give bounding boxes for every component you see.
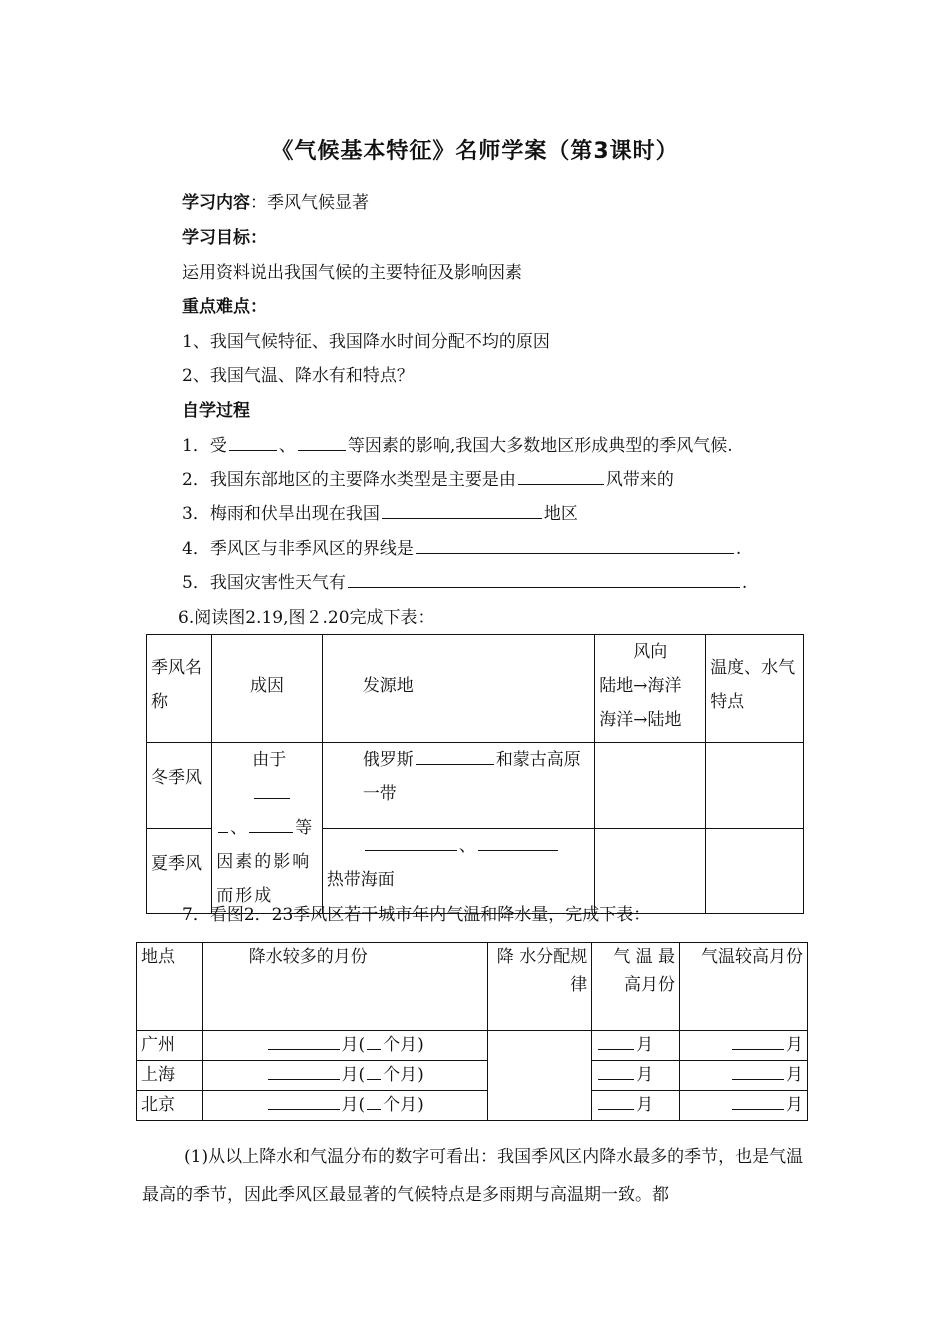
question-7: 7．看图2．23季风区若干城市年内气温和降水量，完成下表： [182, 905, 651, 925]
row-summer: 夏季风 [147, 828, 212, 914]
question-5: 5．我国灾害性天气有 . [182, 573, 748, 593]
summer-origin: 、 热带海面 [322, 828, 594, 914]
summer-feature-cell[interactable] [706, 828, 804, 914]
blank-field[interactable] [268, 1033, 340, 1050]
header-cause: 成因 [212, 635, 323, 743]
header-place: 地点 [137, 943, 203, 1031]
process-label: 自学过程 [182, 401, 250, 421]
study-goal-label: 学习目标： [182, 228, 267, 248]
blank-field[interactable] [268, 1063, 340, 1080]
header-direction: 风向 陆地→海洋 海洋→陆地 [595, 635, 706, 743]
header-name: 季风名称 [147, 635, 212, 743]
city-shanghai: 上海 [137, 1061, 203, 1091]
question-3: 3．梅雨和伏旱出现在我国 地区 [182, 504, 578, 524]
blank-field[interactable] [298, 434, 346, 451]
cause-cell: 由于 、 等 因素的影响而形成 [212, 743, 323, 914]
winter-direction-cell[interactable] [595, 743, 706, 829]
key-point-1: 1、我国气候特征、我国降水时间分配不均的原因 [182, 332, 550, 352]
question-2: 2．我国东部地区的主要降水类型是主要是由 风带来的 [182, 470, 674, 490]
header-rain: 降水较多的月份 [202, 943, 487, 1031]
header-max-temp: 气 温 最 高月份 [592, 943, 680, 1031]
question-4: 4．季风区与非季风区的界线是 . [182, 539, 742, 559]
blank-field[interactable] [367, 1033, 381, 1050]
blank-field[interactable] [249, 816, 293, 833]
key-points-label: 重点难点： [182, 297, 267, 317]
rain-cell: 月( 个月) [202, 1031, 487, 1061]
rain-cell: 月( 个月) [202, 1091, 487, 1121]
rain-cell: 月( 个月) [202, 1061, 487, 1091]
city-guangzhou: 广州 [137, 1031, 203, 1061]
question-1: 1．受 、 等因素的影响,我国大多数地区形成典型的季风气候. [182, 436, 733, 456]
blank-field[interactable] [416, 537, 734, 554]
blank-field[interactable] [382, 502, 542, 519]
key-point-2: 2、我国气温、降水有和特点？ [182, 366, 414, 386]
header-feature: 温度、水气特点 [706, 635, 804, 743]
blank-field[interactable] [478, 834, 558, 851]
question-6: 6.阅读图2.19,图２.20完成下表： [178, 608, 435, 628]
max-temp-cell: 月 [592, 1031, 680, 1061]
study-goal-text: 运用资料说出我国气候的主要特征及影响因素 [182, 263, 522, 283]
blank-field[interactable] [367, 1093, 381, 1110]
blank-field[interactable] [218, 816, 228, 833]
header-origin: 发源地 [322, 635, 594, 743]
study-content: 学习内容：季风气候显著 [182, 193, 369, 213]
blank-field[interactable] [732, 1093, 784, 1110]
blank-field[interactable] [254, 782, 290, 799]
city-table [136, 942, 808, 1121]
blank-field[interactable] [229, 434, 277, 451]
blank-field[interactable] [732, 1063, 784, 1080]
blank-field[interactable] [416, 748, 494, 765]
winter-feature-cell[interactable] [706, 743, 804, 829]
high-temp-cell: 月 [680, 1031, 808, 1061]
max-temp-cell: 月 [592, 1091, 680, 1121]
blank-field[interactable] [598, 1063, 634, 1080]
row-winter: 冬季风 [147, 743, 212, 829]
high-temp-cell: 月 [680, 1091, 808, 1121]
blank-field[interactable] [268, 1093, 340, 1110]
conclusion-paragraph: (1)从以上降水和气温分布的数字可看出：我国季风区内降水最多的季节，也是气温最高的季节，因此季风区最显著的气候特点是多雨期与高温期一致。都 [142, 1147, 804, 1205]
blank-field[interactable] [365, 834, 457, 851]
high-temp-cell: 月 [680, 1061, 808, 1091]
monsoon-table [146, 634, 804, 914]
header-distribution: 降 水分配规律 [487, 943, 592, 1031]
page-title: 《气候基本特征》名师学案（第3课时） [271, 139, 679, 164]
blank-field[interactable] [367, 1063, 381, 1080]
blank-field[interactable] [348, 571, 740, 588]
blank-field[interactable] [598, 1093, 634, 1110]
distribution-cell[interactable] [487, 1031, 592, 1121]
header-high-temp: 气温较高月份 [680, 943, 808, 1031]
blank-field[interactable] [732, 1033, 784, 1050]
blank-field[interactable] [598, 1033, 634, 1050]
city-beijing: 北京 [137, 1091, 203, 1121]
blank-field[interactable] [518, 468, 604, 485]
max-temp-cell: 月 [592, 1061, 680, 1091]
winter-origin: 俄罗斯 和蒙古高原一带 [322, 743, 594, 829]
